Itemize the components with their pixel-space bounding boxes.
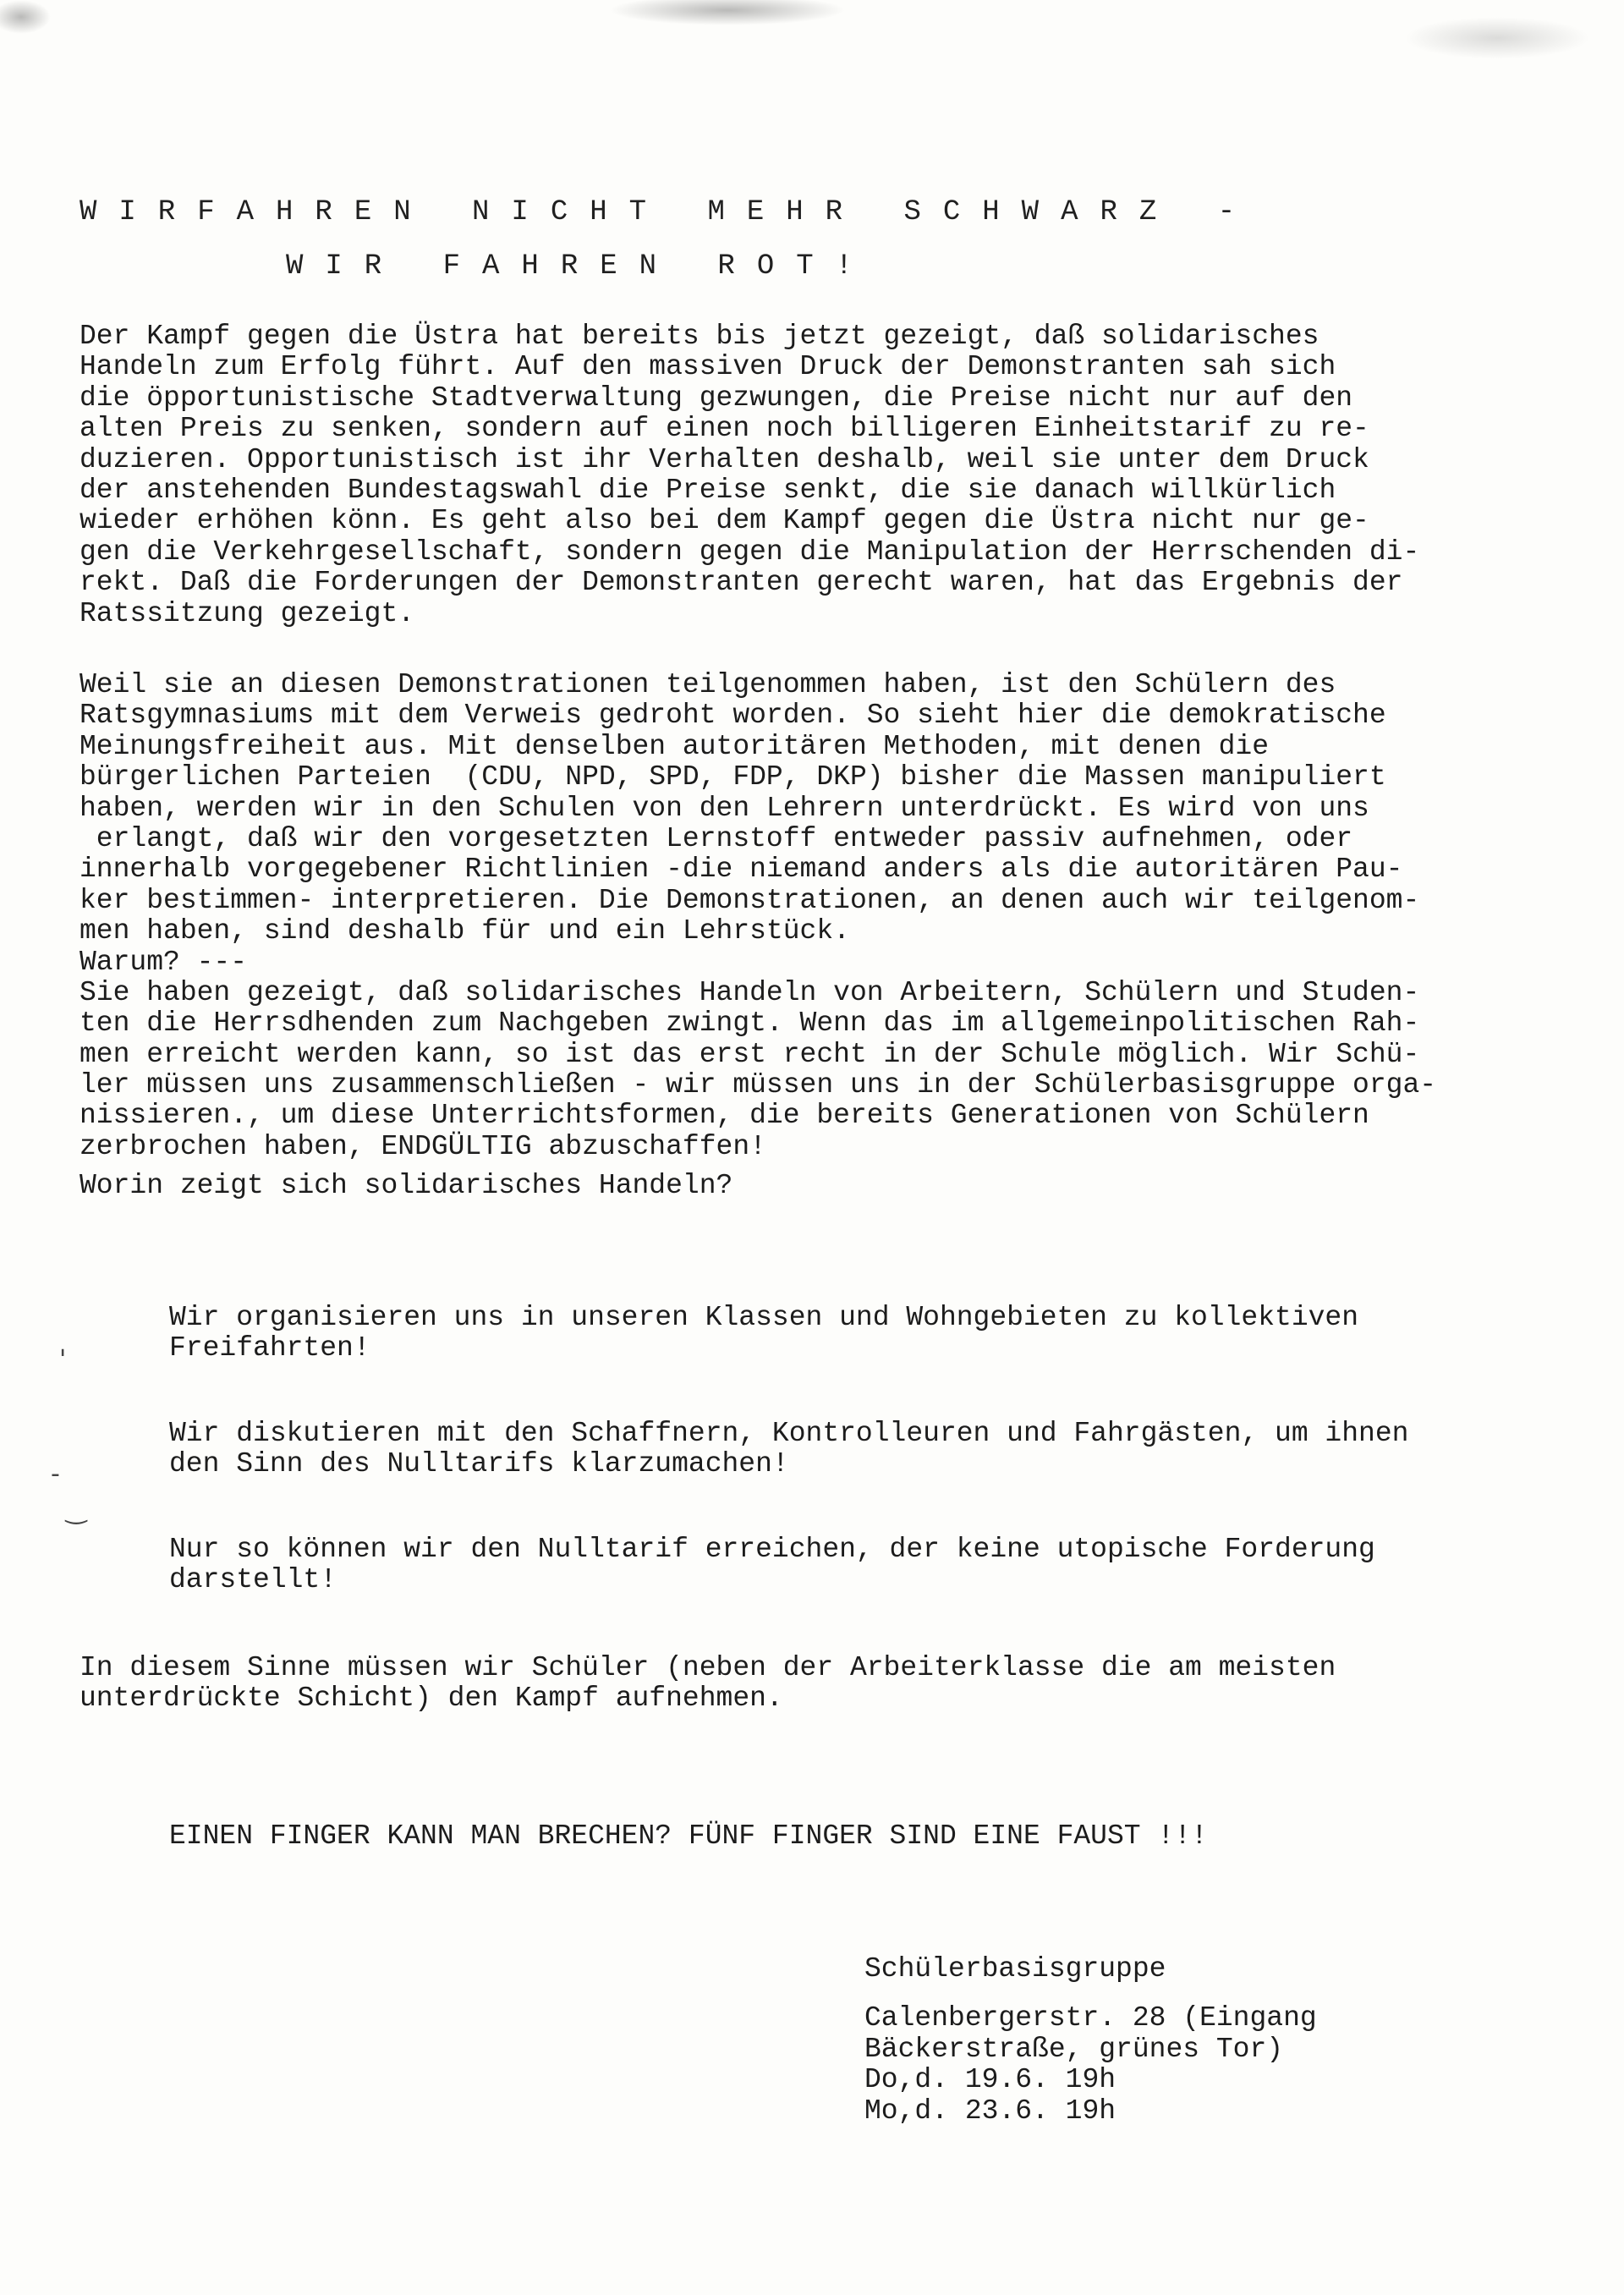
- text-line: Freifahrten!: [169, 1332, 370, 1364]
- margin-curve-mark: ‿: [66, 1496, 87, 1525]
- text-line: zerbrochen haben, ENDGÜLTIG abzuschaffen!: [80, 1130, 766, 1162]
- text-line: darstellt!: [169, 1564, 337, 1596]
- paragraph-2: [80, 670, 1568, 1202]
- text-line: men erreicht werden kann, so ist das erst recht in der Schule möglich. Wir Schü-: [80, 1038, 1420, 1070]
- slogan: EINEN FINGER KANN MAN BRECHEN? FÜNF FINGER SIND EINE FAUST !!!: [169, 1820, 1208, 1852]
- text-line: Handeln zum Erfolg führt. Auf den massiven Druck der Demonstranten sah sich: [80, 351, 1336, 383]
- paragraph-3: [80, 1653, 1568, 1715]
- text-line: erlangt, daß wir den vorgesetzten Lernstoff entweder passiv aufnehmen, oder: [80, 822, 1353, 854]
- paragraph-1: [80, 321, 1568, 629]
- text-line: Warum? ---: [80, 946, 248, 978]
- signature-address: [864, 2003, 1317, 2127]
- text-line: ten die Herrsdhenden zum Nachgeben zwingt. Wenn das im allgemeinpolitischen Rah-: [80, 1007, 1420, 1040]
- text-line: Sie haben gezeigt, daß solidarisches Handeln von Arbeitern, Schülern und Studen-: [80, 976, 1420, 1008]
- scan-smudge-top-center: [609, 0, 846, 25]
- text-line: men haben, sind deshalb für und ein Lehrstück.: [80, 915, 850, 947]
- text-line: Worin zeigt sich solidarisches Handeln?: [80, 1170, 733, 1202]
- margin-dash-mark: -: [51, 1459, 60, 1489]
- text-line: der anstehenden Bundestagswahl die Preise senkt, die sie danach willkürlich: [80, 474, 1336, 506]
- text-line: Wir organisieren uns in unseren Klassen und Wohngebieten zu kollektiven: [169, 1302, 1359, 1333]
- point-1: [169, 1303, 1556, 1364]
- text-line: In diesem Sinne müssen wir Schüler (neben der Arbeiterklasse die am meisten: [80, 1652, 1336, 1683]
- text-line: wieder erhöhen könn. Es geht also bei dem Kampf gegen die Üstra nicht nur ge-: [80, 505, 1369, 537]
- address-line: Calenbergerstr. 28 (Eingang: [864, 2002, 1317, 2034]
- text-line: Der Kampf gegen die Üstra hat bereits bis jetzt gezeigt, daß solidarisches: [80, 321, 1320, 352]
- text-line: die öpportunistische Stadtverwaltung gezwungen, die Preise nicht nur auf den: [80, 382, 1353, 414]
- scan-smudge-top-right: [1404, 17, 1590, 59]
- text-line: innerhalb vorgegebener Richtlinien -die niemand anders als die autoritären Pau-: [80, 854, 1403, 886]
- meeting-date-line: Do,d. 19.6. 19h: [864, 2064, 1116, 2095]
- address-line: Bäckerstraße, grünes Tor): [864, 2033, 1284, 2065]
- heading-line-1: WIRFAHREN NICHT MEHR SCHWARZ -: [80, 196, 1258, 228]
- text-line: alten Preis zu senken, sondern auf einen noch billigeren Einheitstarif zu re-: [80, 413, 1369, 445]
- text-line: haben, werden wir in den Schulen von den Lehrern unterdrückt. Es wird von uns: [80, 792, 1369, 824]
- text-line: unterdrückte Schicht) den Kampf aufnehmen.: [80, 1683, 783, 1715]
- text-line: Ratssitzung gezeigt.: [80, 597, 415, 629]
- text-line: nissieren., um diese Unterrichtsformen, die bereits Generationen von Schülern: [80, 1100, 1369, 1132]
- text-line: den Sinn des Nulltarifs klarzumachen!: [169, 1448, 789, 1480]
- point-2: [169, 1419, 1556, 1480]
- text-line: bürgerlichen Parteien (CDU, NPD, SPD, FDP, DKP) bisher die Massen manipuliert: [80, 761, 1386, 793]
- text-line: Wir diskutieren mit den Schaffnern, Kontrolleuren und Fahrgästen, um ihnen: [169, 1418, 1409, 1449]
- text-line: Weil sie an diesen Demonstrationen teilgenommen haben, ist den Schülern des: [80, 669, 1336, 700]
- meeting-date-line: Mo,d. 23.6. 19h: [864, 2095, 1116, 2127]
- text-line: gen die Verkehrgesellschaft, sondern gegen die Manipulation der Herrschenden di-: [80, 535, 1420, 568]
- heading-line-2: WIR FAHREN ROT!: [286, 250, 875, 283]
- signature-group: Schülerbasisgruppe: [864, 1953, 1166, 1985]
- text-line: Ratsgymnasiums mit dem Verweis gedroht worden. So sieht hier die demokratische: [80, 700, 1386, 732]
- scan-smudge-top-left: [0, 0, 51, 34]
- text-line: Nur so können wir den Nulltarif erreichen, der keine utopische Forderung: [169, 1534, 1375, 1565]
- point-3: [169, 1535, 1556, 1596]
- text-line: duzieren. Opportunistisch ist ihr Verhalten deshalb, weil sie unter dem Druck: [80, 443, 1369, 475]
- text-line: rekt. Daß die Forderungen der Demonstranten gerecht waren, hat das Ergebnis der: [80, 567, 1403, 599]
- text-line: Meinungsfreiheit aus. Mit denselben autoritären Methoden, mit denen die: [80, 730, 1270, 762]
- margin-tick-mark: ': [59, 1345, 67, 1375]
- text-line: ker bestimmen- interpretieren. Die Demonstrationen, an denen auch wir teilgenom-: [80, 884, 1420, 916]
- text-line: ler müssen uns zusammenschließen - wir müssen uns in der Schülerbasisgruppe orga-: [80, 1069, 1437, 1101]
